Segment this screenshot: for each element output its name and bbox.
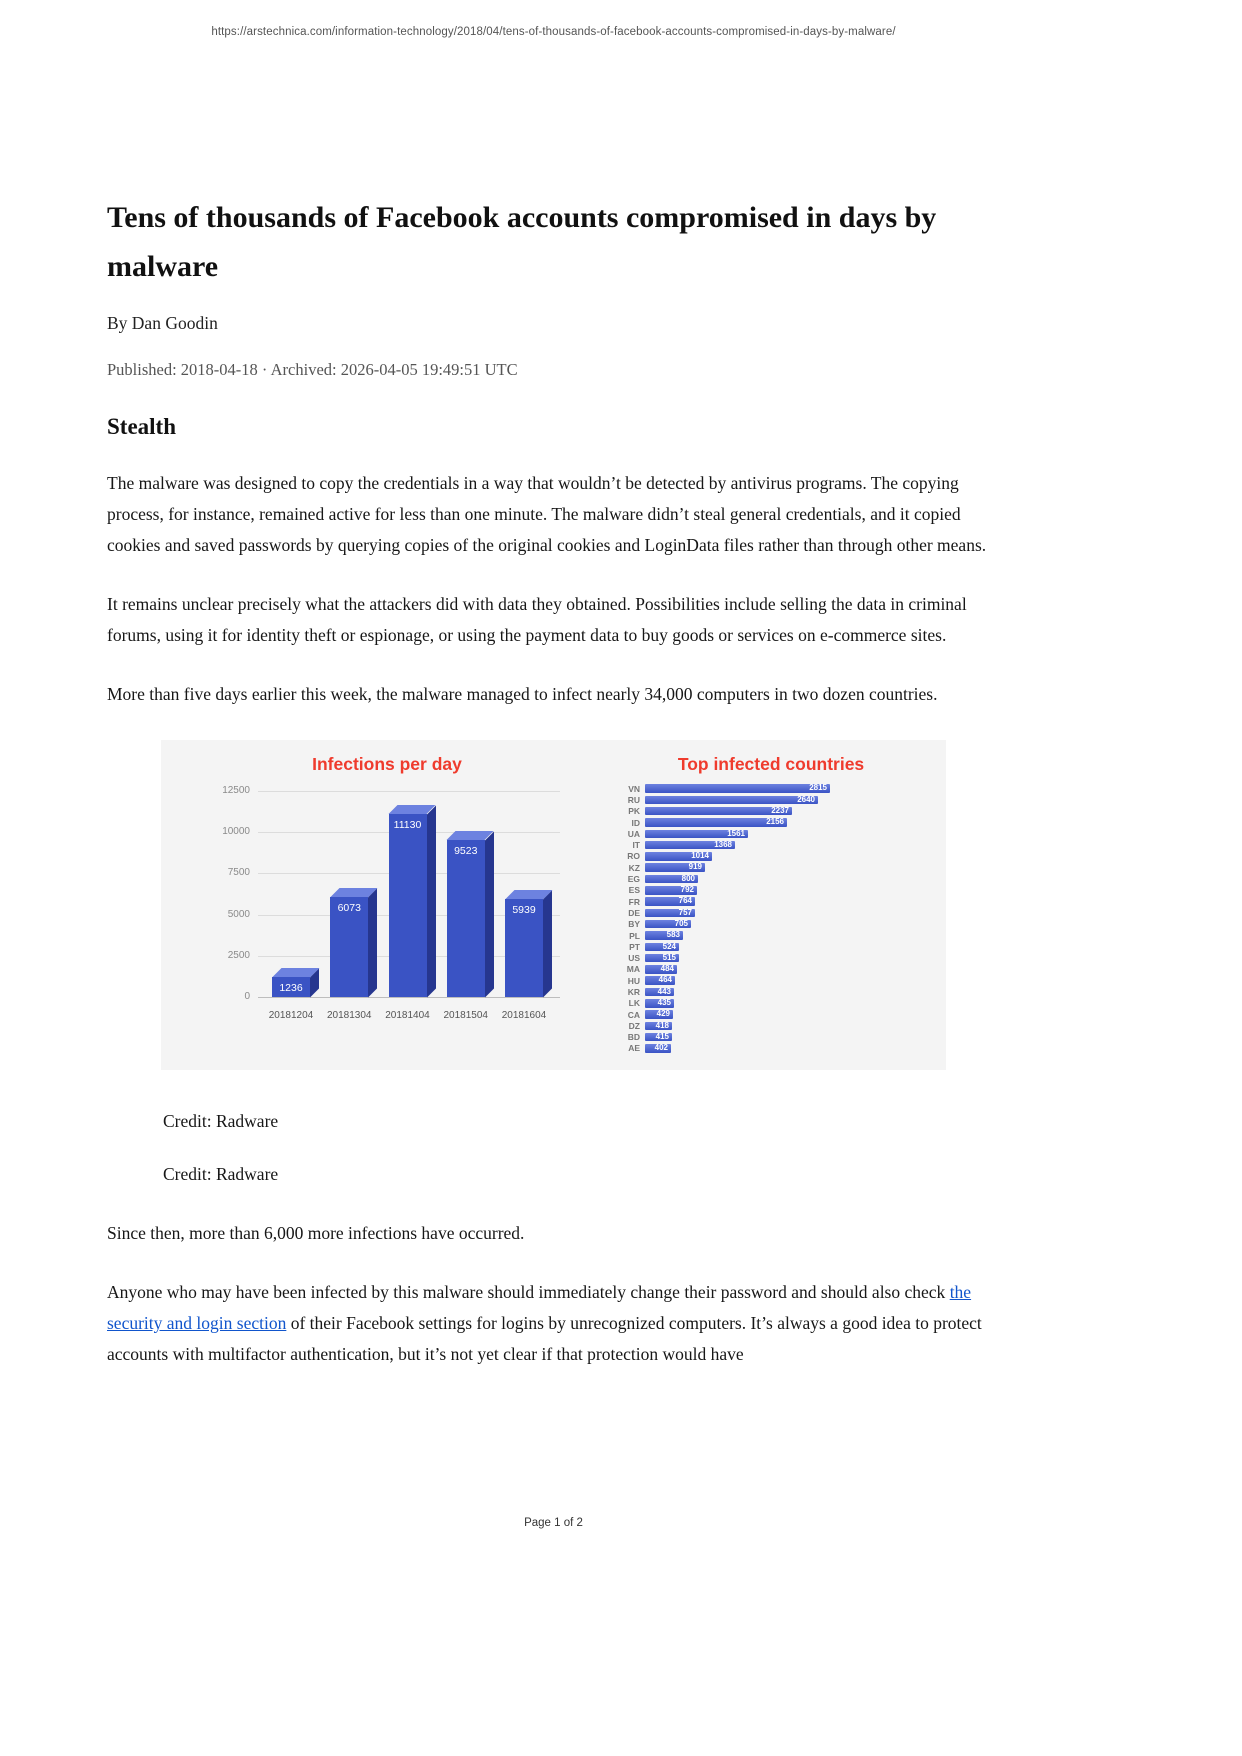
country-bar-value: 524 xyxy=(662,941,676,951)
country-code-label: RO xyxy=(627,851,640,862)
country-bar xyxy=(645,807,792,816)
bar-20181604 xyxy=(505,899,543,997)
image-credit: Credit: Radware xyxy=(163,1111,279,1131)
x-axis-tick-label: 20181604 xyxy=(501,1010,547,1021)
bar-value-label: 6073 xyxy=(337,902,361,914)
country-code-label: UA xyxy=(627,828,640,839)
y-axis-tick-label: 0 xyxy=(244,991,250,1002)
country-bar xyxy=(645,1033,672,1042)
country-code-label: PT xyxy=(629,941,640,952)
country-row xyxy=(610,941,830,952)
country-code-label: US xyxy=(628,953,640,964)
country-code-label: DZ xyxy=(628,1020,640,1031)
country-bar xyxy=(645,841,735,850)
country-code-label: CA xyxy=(627,1009,640,1020)
country-bar-value: 764 xyxy=(678,896,692,906)
country-code-label: BY xyxy=(628,919,640,930)
bar-value-label: 1236 xyxy=(279,982,303,994)
country-code-label: LK xyxy=(628,998,640,1009)
country-bar-value: 2640 xyxy=(797,794,815,804)
bar-20181504 xyxy=(447,840,485,997)
country-code-label: EG xyxy=(627,874,640,885)
country-bar xyxy=(645,796,818,805)
country-code-label: KR xyxy=(627,986,640,997)
bar-value-label: 9523 xyxy=(454,845,478,857)
country-row xyxy=(610,783,830,794)
y-axis-tick-label: 5000 xyxy=(227,908,250,920)
country-bar-value: 435 xyxy=(657,998,671,1008)
country-bar xyxy=(645,818,787,827)
page-number: Page 1 of 2 xyxy=(524,1517,583,1529)
country-bar-value: 757 xyxy=(678,907,692,917)
country-row xyxy=(610,1032,830,1043)
section-heading-stealth: Stealth xyxy=(107,414,176,439)
country-bar-value: 402 xyxy=(654,1043,668,1053)
country-row xyxy=(610,828,830,839)
country-row xyxy=(610,964,830,975)
country-bar-value: 2237 xyxy=(771,805,789,815)
country-bar-value: 1561 xyxy=(727,828,745,838)
country-bar xyxy=(645,1044,671,1053)
country-bar-value: 919 xyxy=(688,862,702,872)
article-content xyxy=(107,193,1000,1370)
country-row xyxy=(610,907,830,918)
country-code-label: RU xyxy=(627,794,640,805)
country-code-label: MA xyxy=(626,964,640,975)
article-paragraph: The malware was designed to copy the credentials in a way that wouldn’t be detected by antivirus programs. The copying process, for instance, remained active for less than one minute. The malware didn’t steal general credentials, and it copied cookies and saved passwords by querying copies of the original cookies and LoginData files rather than through other means. xyxy=(107,473,987,555)
country-bar xyxy=(645,1010,673,1019)
country-bar-value: 515 xyxy=(662,952,676,962)
country-bar xyxy=(645,943,679,952)
y-axis-tick-label: 2500 xyxy=(227,949,250,961)
country-bar xyxy=(645,920,691,929)
bar-20181304 xyxy=(330,897,368,997)
country-row xyxy=(610,862,830,873)
country-bar xyxy=(645,830,748,839)
country-code-label: DE xyxy=(628,907,640,918)
country-bar xyxy=(645,886,697,895)
y-axis-tick-label: 10000 xyxy=(222,826,250,838)
country-row xyxy=(610,930,830,941)
article-meta: Published: 2018-04-18 · Archived: 2026-04-05 19:49:51 UTC xyxy=(107,360,518,379)
country-bar-value: 418 xyxy=(655,1020,669,1030)
country-row xyxy=(610,998,830,1009)
country-row xyxy=(610,839,830,850)
gridline xyxy=(258,791,560,792)
country-code-label: IT xyxy=(632,840,640,851)
country-code-label: KZ xyxy=(628,862,640,873)
country-code-label: AE xyxy=(628,1043,640,1054)
country-bar xyxy=(645,931,683,940)
country-row xyxy=(610,885,830,896)
country-code-label: PL xyxy=(629,930,640,941)
y-axis-tick-label: 12500 xyxy=(222,785,250,796)
x-axis-tick-label: 20181504 xyxy=(443,1010,488,1021)
country-bar-value: 484 xyxy=(660,964,674,974)
country-code-label: ID xyxy=(631,817,640,828)
paragraph-text: of their Facebook settings for logins by unrecognized computers. It’s always a good idea to protect accounts with multifactor authentication, but it’s not yet clear if that protection would have xyxy=(107,1313,982,1364)
x-axis-tick-label: 20181204 xyxy=(268,1010,314,1021)
chart-title-infections-per-day: Infections per day xyxy=(312,754,462,774)
country-row xyxy=(610,986,830,997)
country-bar-value: 792 xyxy=(680,885,694,895)
country-bar-value: 1014 xyxy=(691,851,709,861)
security-login-link[interactable]: the security and login section xyxy=(107,1282,972,1333)
country-row xyxy=(610,806,830,817)
country-bar xyxy=(645,965,677,974)
article-paragraph xyxy=(107,1277,1000,1370)
article-title: Tens of thousands of Facebook accounts compromised in days by malware xyxy=(107,201,937,283)
country-bar-value: 464 xyxy=(658,975,672,985)
article-paragraph: Since then, more than 6,000 more infections have occurred. xyxy=(107,1223,525,1243)
infections-chart-figure xyxy=(161,740,946,1070)
country-bar-value: 583 xyxy=(666,930,680,940)
top-infected-countries-chart xyxy=(610,783,830,1054)
country-row xyxy=(610,896,830,907)
article-byline: By Dan Goodin xyxy=(107,313,218,333)
country-bar-value: 2815 xyxy=(809,783,827,793)
country-bar-value: 2156 xyxy=(766,817,784,827)
bar-20181204 xyxy=(272,977,310,997)
article-paragraph: More than five days earlier this week, the malware managed to infect nearly 34,000 computers in two dozen countries. xyxy=(107,684,938,704)
country-bar xyxy=(645,909,695,918)
country-row xyxy=(610,952,830,963)
paragraph-text: Anyone who may have been infected by this malware should immediately change their password and should also check xyxy=(107,1282,950,1302)
country-row xyxy=(610,919,830,930)
country-bar xyxy=(645,1022,672,1031)
country-code-label: HU xyxy=(627,975,640,986)
bar-value-label: 5939 xyxy=(512,904,536,916)
country-bar xyxy=(645,988,674,997)
country-row xyxy=(610,794,830,805)
country-bar-value: 800 xyxy=(681,873,695,883)
bar-20181404 xyxy=(389,814,427,997)
country-row xyxy=(610,1009,830,1020)
article-paragraph: It remains unclear precisely what the attackers did with data they obtained. Possibilities include selling the data in criminal forums, using it for identity theft or espionage, or using the payment data to buy goods or services on e-commerce sites. xyxy=(107,594,967,645)
country-bar xyxy=(645,897,695,906)
gridline xyxy=(258,997,560,998)
country-bar xyxy=(645,954,679,963)
country-row xyxy=(610,817,830,828)
country-code-label: VN xyxy=(628,783,640,794)
country-row xyxy=(610,1043,830,1054)
country-bar xyxy=(645,784,830,793)
country-code-label: FR xyxy=(628,896,640,907)
country-row xyxy=(610,1020,830,1031)
bar-value-label: 11130 xyxy=(393,819,422,831)
page-url: https://arstechnica.com/information-technology/2018/04/tens-of-thousands-of-facebook-accounts-compromised-in-days-by-malware/ xyxy=(211,26,896,38)
country-bar-value: 415 xyxy=(655,1031,669,1041)
country-row xyxy=(610,975,830,986)
x-axis-tick-label: 20181404 xyxy=(385,1010,430,1021)
image-credit: Credit: Radware xyxy=(163,1164,279,1184)
country-bar xyxy=(645,863,705,872)
x-axis-tick-label: 20181304 xyxy=(327,1010,372,1021)
country-row xyxy=(610,873,830,884)
country-code-label: ES xyxy=(628,885,640,896)
chart-title-top-infected-countries: Top infected countries xyxy=(677,754,865,774)
country-bar xyxy=(645,852,712,861)
country-bar-value: 429 xyxy=(656,1009,670,1019)
country-code-label: PK xyxy=(628,806,640,817)
y-axis-tick-label: 7500 xyxy=(227,867,250,879)
infections-per-day-chart xyxy=(222,785,560,1021)
country-code-label: BD xyxy=(627,1032,640,1043)
country-bar-value: 705 xyxy=(674,918,688,928)
country-bar xyxy=(645,976,675,985)
country-bar-value: 443 xyxy=(657,986,671,996)
country-bar xyxy=(645,875,698,884)
country-bar xyxy=(645,999,674,1008)
country-row xyxy=(610,851,830,862)
country-bar-value: 1368 xyxy=(714,839,732,849)
